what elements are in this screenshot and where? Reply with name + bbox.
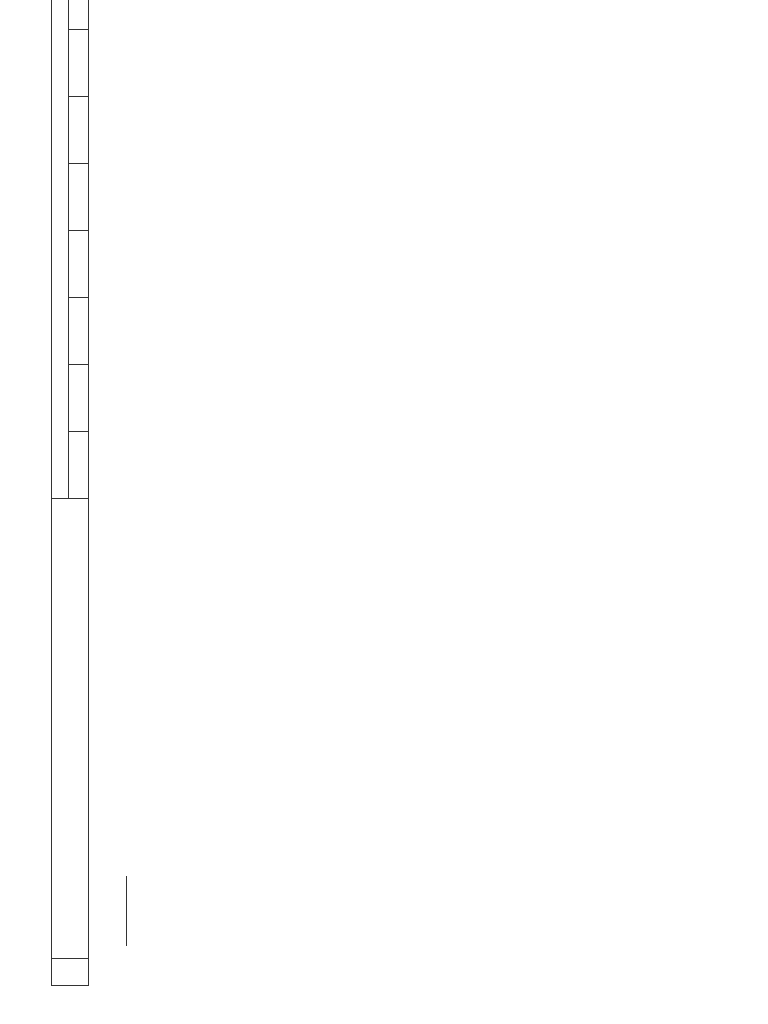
header-item — [52, 499, 89, 959]
tanggal-field[interactable] — [126, 876, 127, 946]
time-header — [69, 432, 89, 499]
checklist-table — [51, 0, 89, 986]
header-no — [52, 959, 89, 986]
time-header — [69, 97, 89, 164]
time-header — [69, 365, 89, 432]
time-header — [69, 298, 89, 365]
time-header — [69, 30, 89, 97]
time-header — [69, 0, 89, 30]
time-header — [69, 164, 89, 231]
header-jam — [52, 0, 69, 499]
time-header — [69, 231, 89, 298]
